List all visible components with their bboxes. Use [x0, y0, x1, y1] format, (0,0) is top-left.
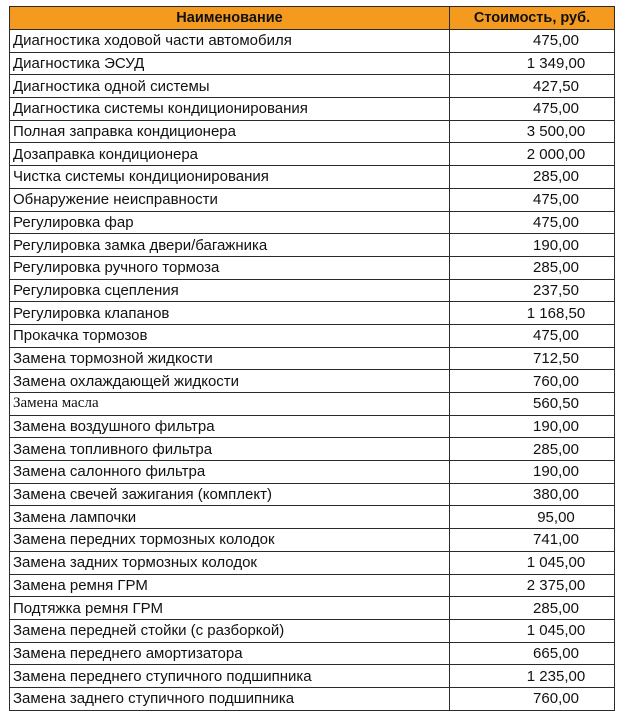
- table-row: [10, 98, 615, 121]
- table-row: [10, 188, 615, 211]
- service-name: Замена свечей зажигания (комплект): [10, 483, 450, 506]
- table-row: [10, 665, 615, 688]
- service-name: Замена тормозной жидкости: [10, 347, 450, 370]
- table-row: [10, 506, 615, 529]
- service-price: 427,50: [450, 75, 615, 98]
- service-name: Диагностика ходовой части автомобиля: [10, 30, 450, 53]
- service-price: 475,00: [450, 98, 615, 121]
- table-row: [10, 256, 615, 279]
- service-name: Полная заправка кондиционера: [10, 120, 450, 143]
- service-price: 665,00: [450, 642, 615, 665]
- service-name: Замена передних тормозных колодок: [10, 529, 450, 552]
- table-row: [10, 52, 615, 75]
- service-price: 1 045,00: [450, 619, 615, 642]
- service-name: Замена передней стойки (с разборкой): [10, 619, 450, 642]
- service-name: Регулировка сцепления: [10, 279, 450, 302]
- table-row: [10, 393, 615, 416]
- service-name: Замена заднего ступичного подшипника: [10, 687, 450, 710]
- table-row: [10, 597, 615, 620]
- service-price: 190,00: [450, 234, 615, 257]
- service-price: 2 000,00: [450, 143, 615, 166]
- service-name: Замена переднего ступичного подшипника: [10, 665, 450, 688]
- table-row: [10, 642, 615, 665]
- service-price: 1 349,00: [450, 52, 615, 75]
- service-price: 760,00: [450, 370, 615, 393]
- service-price: 1 045,00: [450, 551, 615, 574]
- service-price: 3 500,00: [450, 120, 615, 143]
- service-price: 760,00: [450, 687, 615, 710]
- header-row: [10, 7, 615, 30]
- service-name: Замена лампочки: [10, 506, 450, 529]
- service-name: Диагностика системы кондиционирования: [10, 98, 450, 121]
- table-row: [10, 483, 615, 506]
- service-name: Обнаружение неисправности: [10, 188, 450, 211]
- service-price: 741,00: [450, 529, 615, 552]
- service-name: Замена ремня ГРМ: [10, 574, 450, 597]
- table-row: [10, 619, 615, 642]
- header-name: Наименование: [10, 7, 450, 30]
- service-name: Замена переднего амортизатора: [10, 642, 450, 665]
- service-price: 1 235,00: [450, 665, 615, 688]
- service-name: Диагностика одной системы: [10, 75, 450, 98]
- table-row: [10, 211, 615, 234]
- service-name: Замена масла: [10, 393, 450, 416]
- table-row: [10, 687, 615, 710]
- table-row: [10, 529, 615, 552]
- service-name: Замена охлаждающей жидкости: [10, 370, 450, 393]
- service-price: 475,00: [450, 188, 615, 211]
- table-row: [10, 438, 615, 461]
- service-name: Дозаправка кондиционера: [10, 143, 450, 166]
- service-name: Замена салонного фильтра: [10, 461, 450, 484]
- table-row: [10, 324, 615, 347]
- service-name: Чистка системы кондиционирования: [10, 166, 450, 189]
- service-name: Регулировка фар: [10, 211, 450, 234]
- service-price: 285,00: [450, 597, 615, 620]
- table-row: [10, 415, 615, 438]
- table-row: [10, 551, 615, 574]
- service-name: Регулировка замка двери/багажника: [10, 234, 450, 257]
- service-price: 475,00: [450, 211, 615, 234]
- service-name: Регулировка клапанов: [10, 302, 450, 325]
- service-price: 712,50: [450, 347, 615, 370]
- table-row: [10, 347, 615, 370]
- service-price: 190,00: [450, 415, 615, 438]
- header-price: Стоимость, руб.: [450, 7, 615, 30]
- table-row: [10, 234, 615, 257]
- table-row: [10, 370, 615, 393]
- service-name: Подтяжка ремня ГРМ: [10, 597, 450, 620]
- table-row: [10, 574, 615, 597]
- service-price: 190,00: [450, 461, 615, 484]
- service-price: 380,00: [450, 483, 615, 506]
- service-price: 285,00: [450, 438, 615, 461]
- service-name: Замена задних тормозных колодок: [10, 551, 450, 574]
- table-row: [10, 143, 615, 166]
- table-row: [10, 461, 615, 484]
- table-row: [10, 75, 615, 98]
- service-price: 2 375,00: [450, 574, 615, 597]
- service-price: 95,00: [450, 506, 615, 529]
- table-body: [10, 30, 615, 711]
- service-price: 285,00: [450, 256, 615, 279]
- service-name: Регулировка ручного тормоза: [10, 256, 450, 279]
- service-name: Замена воздушного фильтра: [10, 415, 450, 438]
- service-price: 285,00: [450, 166, 615, 189]
- service-name: Диагностика ЭСУД: [10, 52, 450, 75]
- table-row: [10, 120, 615, 143]
- table-row: [10, 166, 615, 189]
- table-row: [10, 279, 615, 302]
- service-price: 475,00: [450, 30, 615, 53]
- table-row: [10, 30, 615, 53]
- table-row: [10, 302, 615, 325]
- service-price: 1 168,50: [450, 302, 615, 325]
- service-price: 237,50: [450, 279, 615, 302]
- price-table: [9, 6, 615, 711]
- service-name: Прокачка тормозов: [10, 324, 450, 347]
- service-price: 475,00: [450, 324, 615, 347]
- service-name: Замена топливного фильтра: [10, 438, 450, 461]
- service-price: 560,50: [450, 393, 615, 416]
